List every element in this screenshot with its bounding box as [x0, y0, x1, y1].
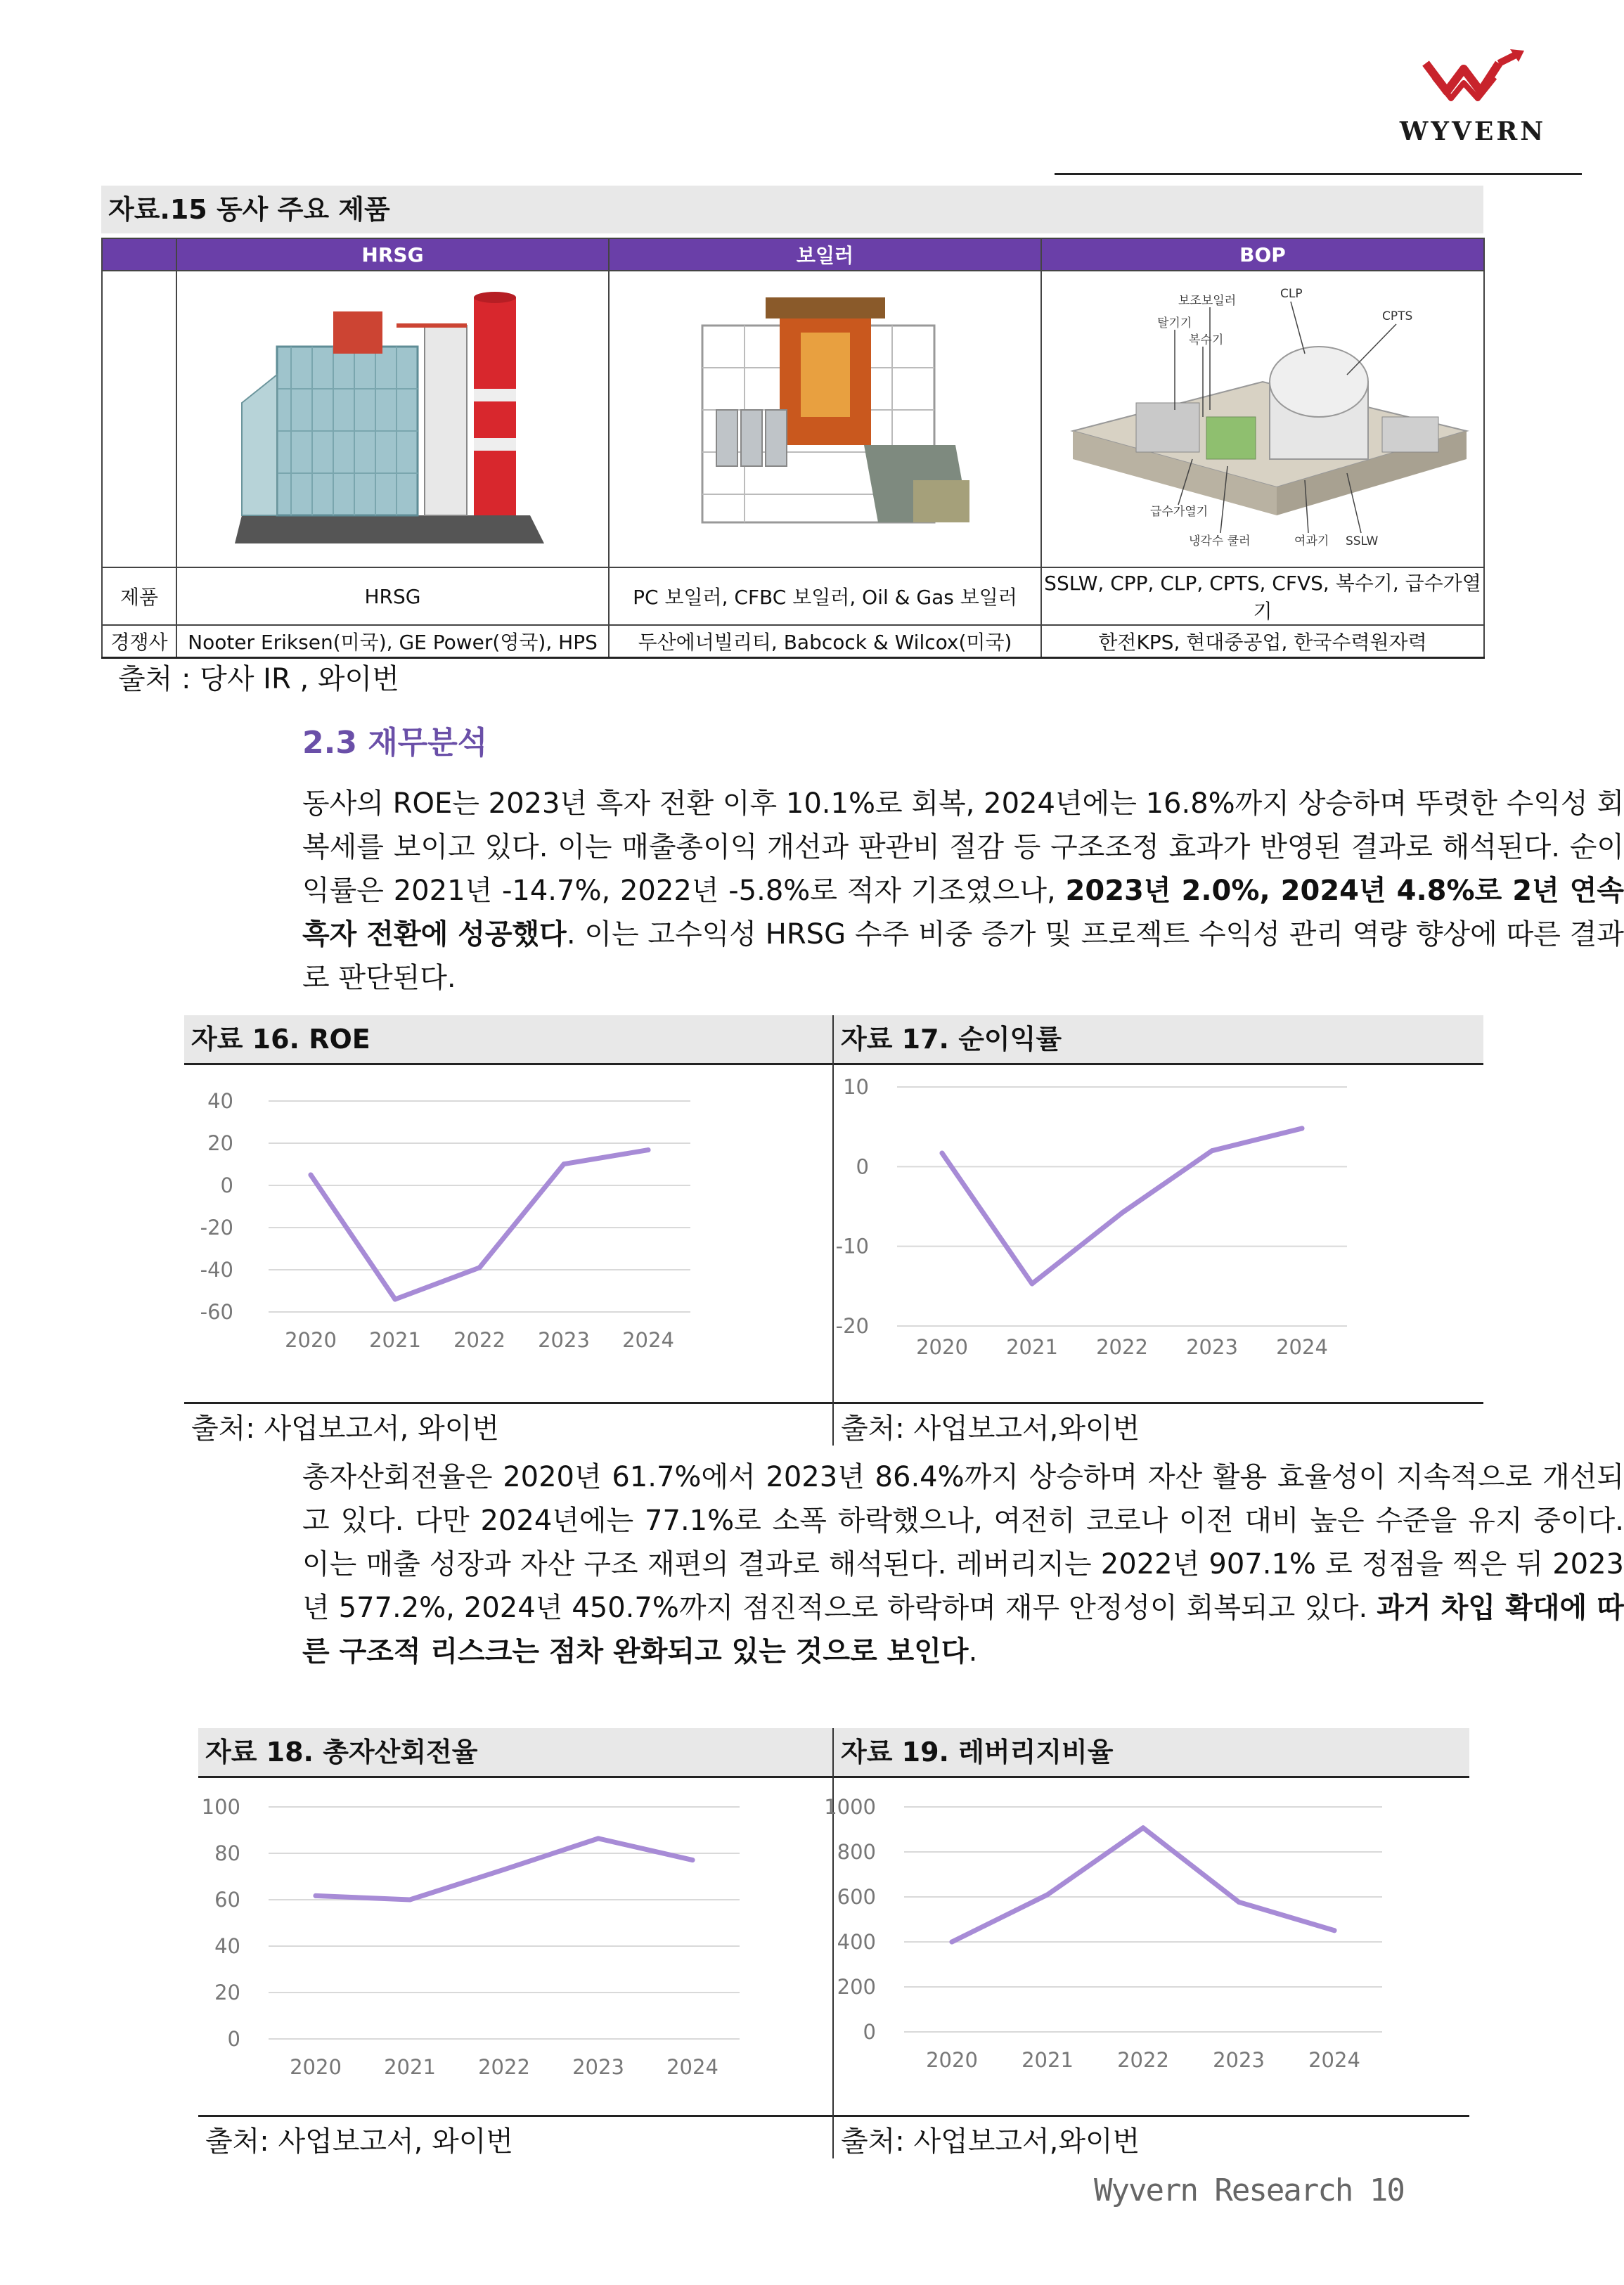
fig16-chart — [184, 1066, 832, 1417]
fig17-chart — [834, 1066, 1483, 1417]
fig19-x-tick-label: 2021 — [1022, 2048, 1074, 2072]
fig16-data-point — [309, 1173, 314, 1178]
fig17-top-rule — [834, 1063, 1483, 1065]
brand-name: WYVERN — [1399, 117, 1547, 146]
fig18-y-tick-label: 80 — [214, 1841, 240, 1865]
fig16-y-tick-label: 20 — [207, 1131, 233, 1155]
fig17-y-tick-label: -10 — [835, 1234, 869, 1259]
fig19-panel — [824, 1728, 1469, 2164]
bop-label-deaerator: 탈기기 — [1157, 316, 1192, 330]
fig19-data-point — [1237, 1900, 1242, 1905]
fig17-y-tick-label: 0 — [856, 1154, 869, 1179]
fig18-y-tick-label: 20 — [214, 1981, 240, 2004]
paragraph-2 — [302, 1455, 1624, 1673]
fig17-panel — [834, 1015, 1483, 1451]
fig15-title: 자료.15 동사 주요 제품 — [101, 186, 1483, 233]
wyvern-logo — [1399, 49, 1547, 155]
fig19-series-line — [952, 1828, 1334, 1942]
product-table — [101, 238, 1485, 659]
boiler-image — [609, 271, 1041, 567]
product-boiler: PC 보일러, CFBC 보일러, Oil & Gas 보일러 — [609, 567, 1041, 625]
bop-label-sslw: SSLW — [1346, 534, 1379, 548]
fig18-y-tick-label: 60 — [214, 1888, 240, 1912]
bop-label-cooling-cooler: 냉각수 쿨러 — [1189, 534, 1251, 548]
para1-text-a: 동사의 ROE는 2023년 흑자 전환 이후 10.1%로 회복, 2024년에는 16.8%까지 상승하며 뚜렷한 수익성 회복세를 보이고 있다. 이는 매출총이익 개선과 판관비 절감 등 구조조정 효과가 반영된 결과로 해석된다. 순이익률은 2021년 -14.7%, 2022년 -5.8%로 적자 기조였으나, — [302, 787, 1624, 907]
fig17-x-tick-label: 2023 — [1186, 1335, 1238, 1359]
fig18-data-point — [502, 1867, 507, 1872]
fig17-x-tick-label: 2022 — [1096, 1335, 1148, 1359]
fig16-title: 자료 16. ROE — [184, 1015, 832, 1063]
fig16-x-tick-label: 2023 — [538, 1328, 590, 1352]
fig17-x-tick-label: 2020 — [916, 1335, 968, 1359]
header-blank — [102, 238, 176, 271]
wyvern-mark-icon — [1420, 49, 1526, 112]
fig17-x-tick-label: 2021 — [1006, 1335, 1058, 1359]
fig16-x-tick-label: 2020 — [285, 1328, 337, 1352]
fig18-data-point — [314, 1893, 318, 1898]
fig18-source: 출처: 사업보고서, 와이번 — [205, 2125, 514, 2158]
fig19-x-tick-label: 2023 — [1213, 2048, 1265, 2072]
fig19-title: 자료 19. 레버리지비율 — [834, 1728, 1469, 1776]
fig18-data-point — [596, 1836, 601, 1841]
image-row-label — [102, 271, 176, 567]
product-hrsg: HRSG — [176, 567, 609, 625]
fig16-y-tick-label: -60 — [200, 1300, 233, 1324]
para2-text-a: 총자산회전율은 2020년 61.7%에서 2023년 86.4%까지 상승하며 자산 활용 효율성이 지속적으로 개선되고 있다. 다만 2024년에는 77.1%로 소폭 하락했으나, 여전히 코로나 이전 대비 높은 수준을 유지 중이다. 이는 매출 성장과 자산 구조 재편의 결과로 해석된다. 레버리지는 2022년 907.1% 로 정점을 찍은 뒤 2023년 577.2%, 2024년 450.7%까지 점진적으로 하락하며 재무 안정성이 회복되고 있다. — [302, 1461, 1624, 1624]
fig19-data-point — [1332, 1928, 1337, 1933]
fig18-title: 자료 18. 총자산회전율 — [198, 1728, 832, 1776]
fig18-x-tick-label: 2020 — [290, 2055, 342, 2079]
fig18-data-point — [690, 1858, 695, 1862]
fig19-y-tick-label: 1000 — [824, 1795, 876, 1819]
competitor-boiler: 두산에너빌리티, Babcock & Wilcox(미국) — [609, 625, 1041, 658]
fig18-top-rule — [198, 1776, 832, 1778]
col-hrsg: HRSG — [176, 238, 609, 271]
fig19-x-tick-label: 2024 — [1308, 2048, 1360, 2072]
fig19-source: 출처: 사업보고서,와이번 — [841, 2125, 1140, 2158]
fig16-x-tick-label: 2022 — [453, 1328, 505, 1352]
para1-text-b: . 이는 고수익성 HRSG 수주 비중 증가 및 프로젝트 수익성 관리 역량 향상에 따른 결과로 판단된다. — [302, 918, 1624, 994]
fig16-data-point — [393, 1297, 398, 1302]
fig16-y-tick-label: -40 — [200, 1258, 233, 1282]
bop-label-feedwater-heater: 급수가열기 — [1150, 504, 1209, 519]
fig15-source: 출처 : 당사 IR , 와이번 — [118, 663, 399, 695]
fig17-data-point — [940, 1151, 945, 1156]
section-heading: 2.3 재무분석 — [302, 725, 488, 761]
fig16-top-rule — [184, 1063, 832, 1065]
fig19-data-point — [1045, 1892, 1050, 1897]
row-label-product: 제품 — [102, 567, 176, 625]
fig16-x-tick-label: 2024 — [622, 1328, 674, 1352]
paragraph-1 — [302, 782, 1624, 1000]
fig19-y-tick-label: 600 — [837, 1885, 876, 1909]
fig16-data-point — [562, 1161, 567, 1166]
header-rule — [1055, 173, 1582, 175]
fig18-x-tick-label: 2021 — [384, 2055, 436, 2079]
fig19-y-tick-label: 200 — [837, 1975, 876, 1999]
fig18-chart — [198, 1779, 832, 2130]
bop-label-filter: 여과기 — [1294, 534, 1329, 548]
fig18-y-tick-label: 0 — [227, 2027, 240, 2051]
fig17-y-tick-label: -20 — [835, 1314, 869, 1338]
fig16-series-line — [311, 1150, 648, 1299]
fig17-y-tick-label: 10 — [843, 1075, 869, 1099]
fig18-x-tick-label: 2023 — [572, 2055, 624, 2079]
hrsg-illustration — [228, 283, 558, 551]
fig19-x-tick-label: 2020 — [926, 2048, 978, 2072]
bop-label-cpts: CPTS — [1382, 309, 1413, 323]
fig16-y-tick-label: 40 — [207, 1089, 233, 1113]
fig18-x-tick-label: 2022 — [478, 2055, 530, 2079]
fig16-data-point — [477, 1266, 482, 1270]
fig16-panel — [184, 1015, 832, 1451]
fig19-y-tick-label: 0 — [863, 2020, 876, 2044]
fig19-y-tick-label: 400 — [837, 1930, 876, 1954]
fig19-chart — [824, 1779, 1469, 2130]
fig19-x-tick-label: 2022 — [1117, 2048, 1169, 2072]
row-label-competitor: 경쟁사 — [102, 625, 176, 658]
fig17-data-point — [1300, 1126, 1305, 1131]
para2-text-b: . — [968, 1635, 978, 1668]
fig16-y-tick-label: 0 — [220, 1173, 233, 1197]
col-bop: BOP — [1041, 238, 1484, 271]
fig17-data-point — [1120, 1211, 1125, 1216]
fig17-data-point — [1030, 1281, 1035, 1286]
fig19-data-point — [1141, 1825, 1146, 1830]
footer-page-label: Wyvern Research 10 — [1094, 2173, 1404, 2208]
bop-label-condenser: 복수기 — [1189, 333, 1224, 347]
fig17-source: 출처: 사업보고서,와이번 — [841, 1412, 1140, 1445]
fig18-bottom-rule — [198, 2115, 832, 2117]
fig17-bottom-rule — [834, 1402, 1483, 1404]
fig17-title: 자료 17. 순이익률 — [834, 1015, 1483, 1063]
fig19-top-rule — [834, 1776, 1469, 1778]
fig19-y-tick-label: 800 — [837, 1840, 876, 1864]
bop-label-clp: CLP — [1280, 286, 1303, 301]
bop-label-aux-boiler: 보조보일러 — [1178, 293, 1237, 308]
fig18-y-tick-label: 100 — [201, 1795, 240, 1819]
fig18-data-point — [408, 1898, 413, 1903]
fig17-series-line — [942, 1128, 1302, 1284]
competitor-bop: 한전KPS, 현대중공업, 한국수력원자력 — [1041, 625, 1484, 658]
fig19-bottom-rule — [834, 2115, 1469, 2117]
boiler-illustration — [660, 283, 991, 551]
para2-text-bold: 과거 차입 확대에 따른 구조적 리스크는 점차 완화되고 있는 것으로 보인다 — [302, 1592, 1624, 1668]
fig18-panel — [198, 1728, 832, 2164]
hrsg-image — [176, 271, 609, 567]
fig17-x-tick-label: 2024 — [1276, 1335, 1328, 1359]
fig16-x-tick-label: 2021 — [369, 1328, 421, 1352]
bop-illustration — [1052, 276, 1474, 558]
fig17-data-point — [1210, 1148, 1215, 1153]
fig16-source: 출처: 사업보고서, 와이번 — [191, 1412, 500, 1445]
fig16-data-point — [646, 1147, 651, 1152]
fig19-data-point — [950, 1940, 955, 1945]
fig16-y-tick-label: -20 — [200, 1216, 233, 1240]
fig18-y-tick-label: 40 — [214, 1934, 240, 1958]
competitor-hrsg: Nooter Eriksen(미국), GE Power(영국), HPS — [176, 625, 609, 658]
fig16-bottom-rule — [184, 1402, 832, 1404]
col-boiler: 보일러 — [609, 238, 1041, 271]
bop-image — [1041, 271, 1484, 567]
para1-text-bold: 2023년 2.0%, 2024년 4.8%로 2년 연속 흑자 전환에 성공했다 — [302, 875, 1624, 951]
product-bop: SSLW, CPP, CLP, CPTS, CFVS, 복수기, 급수가열기 — [1041, 567, 1484, 625]
fig18-x-tick-label: 2024 — [666, 2055, 718, 2079]
